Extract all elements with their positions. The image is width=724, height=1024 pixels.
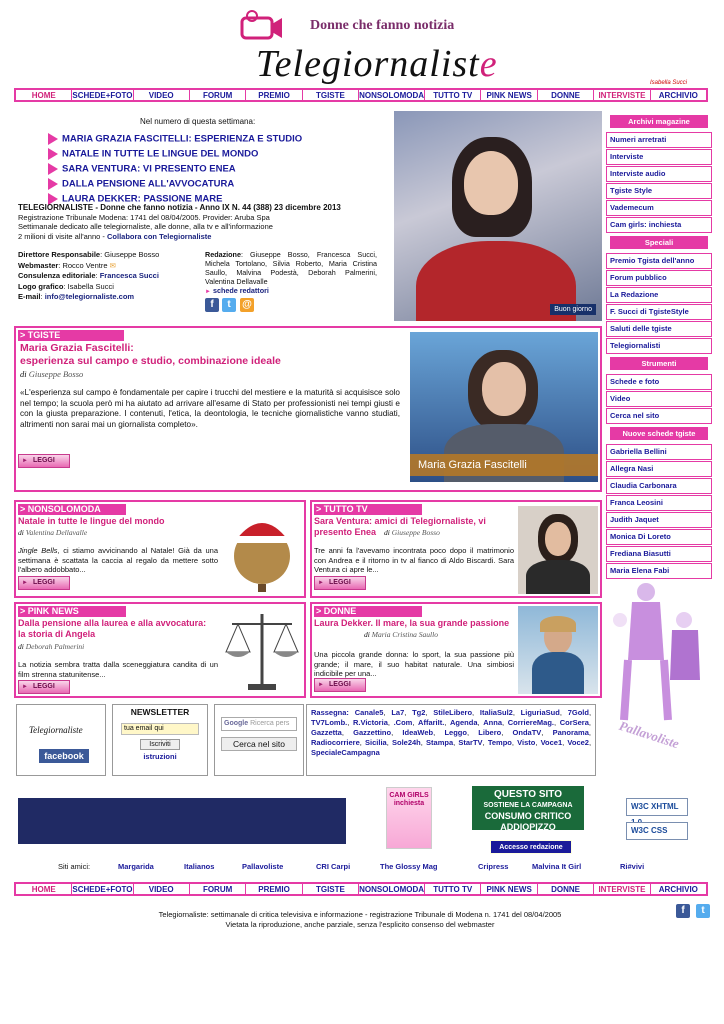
rassegna-link[interactable]: 7Gold [567,708,589,717]
arrow-icon [48,163,58,175]
sidebar-item[interactable]: Gabriella Bellini [606,444,712,460]
sidebar-item[interactable]: Schede e foto [606,374,712,390]
article-excerpt: Tre anni fa l'avevamo incontrata poco dopo il matrimonio con Andrea e il ritorno in tv al fianco di Aldo Biscardi. Sara Ventura ci apre le... [314,546,514,574]
email-link[interactable]: info@telegiornaliste.com [44,292,135,301]
rassegna-link[interactable]: StileLibero [433,708,473,717]
siti-link[interactable]: Cripress [478,862,509,871]
credits-right: Redazione: Giuseppe Bosso, Francesca Succi, Michela Tortolano, Silvia Roberto, Maria Cristina Saullo, Malvina Podestà, Deborah Palmerini, Valentina Dellavalle ► schede redattori [205,250,377,295]
right-sidebar [606,112,712,580]
nav-nonsolomoda[interactable]: NONSOLOMODA [359,885,425,894]
headline-link[interactable]: NATALE IN TUTTE LE LINGUE DEL MONDO [48,148,258,160]
siti-label: Siti amici: [58,862,91,871]
facebook-icon[interactable]: f [205,298,219,312]
sidebar-item[interactable]: Maria Elena Fabi [606,563,712,579]
article-title[interactable]: Dalla pensione alla laurea e alla avvocatura: la storia di Angela [18,618,207,639]
search-input[interactable]: Google Ricerca pers [221,717,297,731]
nav-donne[interactable]: DONNE [538,90,594,100]
section-donne [310,602,602,698]
mail-icon[interactable]: ✉ [109,260,116,270]
rassegna-link[interactable]: Visto [517,738,536,747]
rassegna-link[interactable]: TV7Lomb. [311,718,348,727]
article-photo[interactable] [518,506,598,594]
nav-video[interactable]: VIDEO [134,90,190,100]
footer-line2: Vietata la riproduzione, anche parziale, senza l'esplicito consenso del webmaster [225,919,495,929]
byline: di Deborah Palmerini [18,642,85,651]
byline: di Giuseppe Bosso [20,369,84,379]
newsletter-email-input[interactable]: tua email qui [121,723,199,735]
w3c-xhtml-badge[interactable]: W3C XHTML [626,798,688,816]
sidebar-item[interactable]: Numeri arretrati [606,132,712,148]
rassegna-link[interactable]: AffariIt. [418,718,445,727]
sidebar-item[interactable]: Tgiste Style [606,183,712,199]
siti-link[interactable]: Italianos [184,862,215,871]
sidebar-item[interactable]: Frediana Biasutti [606,546,712,562]
sidebar-item[interactable]: Judith Jaquet [606,512,712,528]
rassegna-link[interactable]: Gazzetta [311,728,342,737]
rassegna-link[interactable]: StarTV [458,738,483,747]
rassegna-link[interactable]: Radiocorriere [311,738,360,747]
rassegna-link[interactable]: La7 [391,708,405,717]
section-header[interactable]: > TUTTO TV [314,504,422,515]
section-header[interactable]: > DONNE [314,606,422,617]
masthead-title: TELEGIORNALISTE - Donne che fanno notizia - Anno IX N. 44 (388) 23 dicembre 2013 [18,203,341,212]
sidebar-item[interactable]: Telegiornalisti [606,338,712,354]
camera-icon [240,10,284,42]
section-tgiste [14,326,602,492]
fb-logo-text: Telegiornaliste [29,725,83,735]
footer-line1: Telegiornaliste: settimanale di critica televisiva e informazione - registrazione Tribunale di Modena n. 1741 del 08/04/2005 [158,910,562,919]
nav-schede-foto[interactable]: SCHEDE+FOTO [72,885,133,894]
leggi-button[interactable]: ► LEGGI [314,576,366,590]
istruzioni-link[interactable]: istruzioni [143,752,177,761]
section-header[interactable]: > PINK NEWS [18,606,126,617]
siti-link[interactable]: CRI Carpi [316,862,351,871]
iscriviti-button[interactable]: Iscriviti [140,739,180,750]
rassegna-link[interactable]: Sole24h [392,738,421,747]
masthead-registration: Registrazione Tribunale Modena: 1741 del 08/04/2005. Provider: Aruba Spa [18,212,270,222]
consulenza-link[interactable]: Francesca Succi [99,271,159,280]
issue-label: Nel numero di questa settimana: [140,117,256,126]
twitter-icon[interactable]: t [696,904,710,918]
article-title[interactable]: Sara Ventura: amici di Telegiornaliste, vi presento Enea [314,516,486,537]
facebook-box[interactable] [16,704,106,776]
rassegna-link[interactable]: Gazzettino [353,728,392,737]
camgirls-promo[interactable]: CAM GIRLS inchiesta [386,787,432,849]
photo-caption: Maria Grazia Fascitelli [410,454,598,476]
headline-link[interactable]: LAURA DEKKER: PASSIONE MARE [48,193,222,205]
leggi-button[interactable]: ► LEGGI [314,678,366,692]
tagline: Donne che fanno notizia [310,18,455,33]
rassegna-link[interactable]: Voce1 [540,738,563,747]
rassegna-link[interactable]: Panorama [552,728,589,737]
nav-premio[interactable]: PREMIO [246,884,302,894]
rassegna-link[interactable]: Libero [478,728,502,737]
nav-pink-news[interactable]: PINK NEWS [481,90,537,100]
nav-tgiste[interactable]: TGISTE [303,884,359,894]
rassegna-link[interactable]: CorriereMag. [507,718,554,727]
rassegna-link[interactable]: Sicilia [365,738,387,747]
w3c-css-badge[interactable]: W3C CSS [626,822,688,840]
nav-video[interactable]: VIDEO [134,884,190,894]
collabora-link[interactable]: Collabora con Telegiornaliste [106,231,212,241]
facebook-icon[interactable]: f [676,904,690,918]
rassegna-link[interactable]: ItaliaSul2 [479,708,513,717]
nav-premio[interactable]: PREMIO [246,90,302,100]
article-photo[interactable] [410,332,598,482]
rassegna-link[interactable]: IdeaWeb [402,728,434,737]
rassegna-link[interactable]: R.Victoria [352,718,388,727]
article-excerpt: Jingle Bells, ci stiamo avvicinando al Natale! Già da una settimana è scattata la caccia al regalo da mettere sotto l'albero addobbato... [18,546,218,574]
rassegna-link[interactable]: CorSera [559,718,589,727]
byline: di Giuseppe Bosso [384,528,440,537]
section-header[interactable]: > NONSOLOMODA [18,504,126,515]
twitter-icon[interactable]: t [222,298,236,312]
ad-banner[interactable] [18,798,346,844]
rassegna-link[interactable]: OndaTV [512,728,542,737]
section-header[interactable]: > TGISTE [18,330,124,341]
sidebar-item[interactable]: Cerca nel sito [606,408,712,424]
sidebar-item[interactable]: La Redazione [606,287,712,303]
newsletter-box [112,704,208,776]
section-pink-news [14,602,306,698]
rassegna-link[interactable]: Agenda [450,718,478,727]
sidebar-item[interactable]: Premio Tgista dell'anno [606,253,712,269]
rassegna-label: Rassegna: [311,708,349,717]
sidebar-item[interactable]: Saluti delle tgiste [606,321,712,337]
volleyball-players-graphic [606,580,712,730]
sidebar-item[interactable]: Vademecum [606,200,712,216]
rassegna-link[interactable]: Stampa [426,738,454,747]
sidebar-item[interactable]: Monica Di Loreto [606,529,712,545]
siti-link[interactable]: Ri#vivi [620,862,645,871]
article-title[interactable]: Maria Grazia Fascitelli: [20,342,134,354]
siti-link[interactable]: Margarida [118,862,154,871]
cerca-button[interactable]: Cerca nel sito [221,737,297,751]
sidebar-item[interactable]: Interviste audio [606,166,712,182]
rassegna-link[interactable]: LiguriaSud [520,708,560,717]
sidebar-header-nuove: Nuove schede tgiste [610,427,708,440]
search-box [214,704,304,776]
signature: Isabella Succi [650,80,688,86]
rassegna-link[interactable]: Tg2 [412,708,426,717]
article-subtitle[interactable]: esperienza sul campo e studio, combinazione ideale [20,355,281,367]
sidebar-item[interactable]: Franca Leosini [606,495,712,511]
arrow-icon [48,133,58,145]
nav-schede-foto[interactable]: SCHEDE+FOTO [72,91,133,100]
sidebar-item[interactable]: Allegra Nasi [606,461,712,477]
arrow-icon [48,148,58,160]
nav-pink-news[interactable]: PINK NEWS [481,884,537,894]
visits-text: 2 milioni di visite all'anno [18,231,101,241]
footer [100,910,620,929]
section-tutto-tv [310,500,602,598]
scales-photo[interactable] [222,606,302,694]
masthead: TELEGIORNALISTE - Donne che fanno notizia - Anno IX N. 44 (388) 23 dicembre 2013 Registrazione Tribunale Modena: 1741 del 08/04/2005. Provider: Aruba Spa Settimanale dedicato alle telegiornaliste, alle donne, alla tv e all'informazione 2 milioni di visite all'anno - Collabora con Telegiornaliste [18,203,341,241]
masthead-description: Settimanale dedicato alle telegiornaliste, alle donne, alla tv e all'informazione [18,222,273,231]
article-title[interactable]: Laura Dekker. Il mare, la sua grande passione [314,618,510,628]
nav-forum[interactable]: FORUM [190,884,246,894]
headline-link[interactable]: SARA VENTURA: VI PRESENTO ENEA [48,163,236,175]
sidebar-item[interactable]: Forum pubblico [606,270,712,286]
sidebar-header-archivi: Archivi magazine [610,115,708,128]
rassegna-link[interactable]: Anna [483,718,502,727]
nav-tgiste[interactable]: TGISTE [303,90,359,100]
nav-archivio[interactable]: ARCHIVIO [658,91,698,100]
sidebar-item[interactable]: F. Succi di TgisteStyle [606,304,712,320]
leggi-button[interactable]: ► LEGGI [18,454,70,468]
globe-photo[interactable] [222,506,302,594]
rassegna-link[interactable]: Tempo [487,738,512,747]
bottom-nav [14,882,708,896]
hero-photo[interactable] [394,111,602,321]
article-excerpt: La notizia sembra tratta dalla sceneggiatura candita di un film strenna statunitense... [18,660,218,679]
nav-home[interactable]: HOME [16,90,72,100]
section-nonsolomoda [14,500,306,598]
nav-interviste[interactable]: INTERVISTE [594,90,650,100]
headline-link[interactable]: DALLA PENSIONE ALL'AVVOCATURA [48,178,234,190]
headline-link[interactable]: MARIA GRAZIA FASCITELLI: ESPERIENZA E STUDIO [48,133,302,145]
siti-link[interactable]: Malvina It Girl [532,862,582,871]
byline: di Valentina Dellavalle [18,528,88,537]
site-logo[interactable] [236,6,498,86]
sidebar-header-strumenti: Strumenti [610,357,708,370]
leggi-button[interactable]: ► LEGGI [18,680,70,694]
nav-archivio[interactable]: ARCHIVIO [658,885,698,894]
addiopizzo-banner[interactable]: QUESTO SITO SOSTIENE LA CAMPAGNA CONSUMO CRITICO ADDIOPIZZO [472,786,584,830]
accesso-redazione-button[interactable]: Accesso redazione [490,840,572,854]
facebook-label[interactable]: facebook [39,749,89,763]
channel-logo: Buon giorno [550,304,596,315]
top-nav [14,88,708,102]
newsletter-title: NEWSLETTER [130,707,190,717]
sidebar-item[interactable]: Interviste [606,149,712,165]
leggi-button[interactable]: ► LEGGI [18,576,70,590]
sidebar-item[interactable]: Claudia Carbonara [606,478,712,494]
pallavoliste-banner[interactable] [606,580,712,760]
email-icon[interactable]: @ [240,298,254,312]
nav-forum[interactable]: FORUM [190,90,246,100]
sidebar-header-speciali: Speciali [610,236,708,249]
google-logo: Google [224,720,249,727]
article-title[interactable]: Natale in tutte le lingue del mondo [18,516,165,526]
nav-nonsolomoda[interactable]: NONSOLOMODA [359,91,425,100]
nav-home[interactable]: HOME [16,884,72,894]
sidebar-item[interactable]: Cam girls: inchiesta [606,217,712,233]
rassegna-link[interactable]: Leggo [444,728,467,737]
nav-tutto-tv[interactable]: TUTTO TV [425,90,481,100]
rassegna-link[interactable]: SpecialeCampagna [311,748,380,757]
rassegna-link[interactable]: .Com [393,718,413,727]
siti-link[interactable]: Pallavoliste [242,862,284,871]
nav-interviste[interactable]: INTERVISTE [594,884,650,894]
wordmark: Telegiornaliste [256,43,498,85]
article-excerpt: Una piccola grande donna: lo sport, la sua passione più grande; il mare, il suo habitat naturale. Una simbiosi indicibile per una... [314,650,514,678]
rassegna-link[interactable]: Canale5 [354,708,384,717]
article-photo[interactable] [518,606,598,694]
siti-link[interactable]: The Glossy Mag [380,862,438,871]
article-excerpt: «L'esperienza sul campo è fondamentale per capire i trucchi del mestiere e la maturità si acquisisce solo nel tempo; la scuola però mi ha aiutato ad arrivare all'esame di Stato per professionisti nei tempi giusti e con la giusta preparazione. I contenuti, l'etica, la deontologia, le tecniche giornalistiche vanno studiati, altrimenti non sarai mai un giornalista completo». [20,388,400,429]
pallavoliste-caption: Pallavoliste [617,717,681,752]
schede-redattori-link[interactable]: schede redattori [212,286,269,295]
nav-donne[interactable]: DONNE [538,884,594,894]
arrow-icon [48,178,58,190]
nav-tutto-tv[interactable]: TUTTO TV [425,884,481,894]
rassegna-link[interactable]: Voce2 [567,738,589,747]
rassegna-box: Rassegna: Canale5, La7, Tg2, StileLibero, ItaliaSul2, LiguriaSud, 7Gold, TV7Lomb., R.Victoria, .Com, AffariIt., Agenda, Anna, CorriereMag., CorSera, Gazzetta, Gazzettino, IdeaWeb, Leggo, Libero, OndaTV, Panorama, Radiocorriere, Sicilia, Sole24h, Stampa, StarTV, Tempo, Visto, Voce1, Voce2, SpecialeCampagna [306,704,596,776]
credits-left: Direttore Responsabile: Giuseppe Bosso Webmaster: Rocco Ventre ✉ Consulenza editoriale: Francesca Succi Logo grafico: Isabella Succi E-mail: info@telegiornaliste.com [18,250,160,301]
byline: di Maria Cristina Saullo [364,630,438,639]
sidebar-item[interactable]: Video [606,391,712,407]
